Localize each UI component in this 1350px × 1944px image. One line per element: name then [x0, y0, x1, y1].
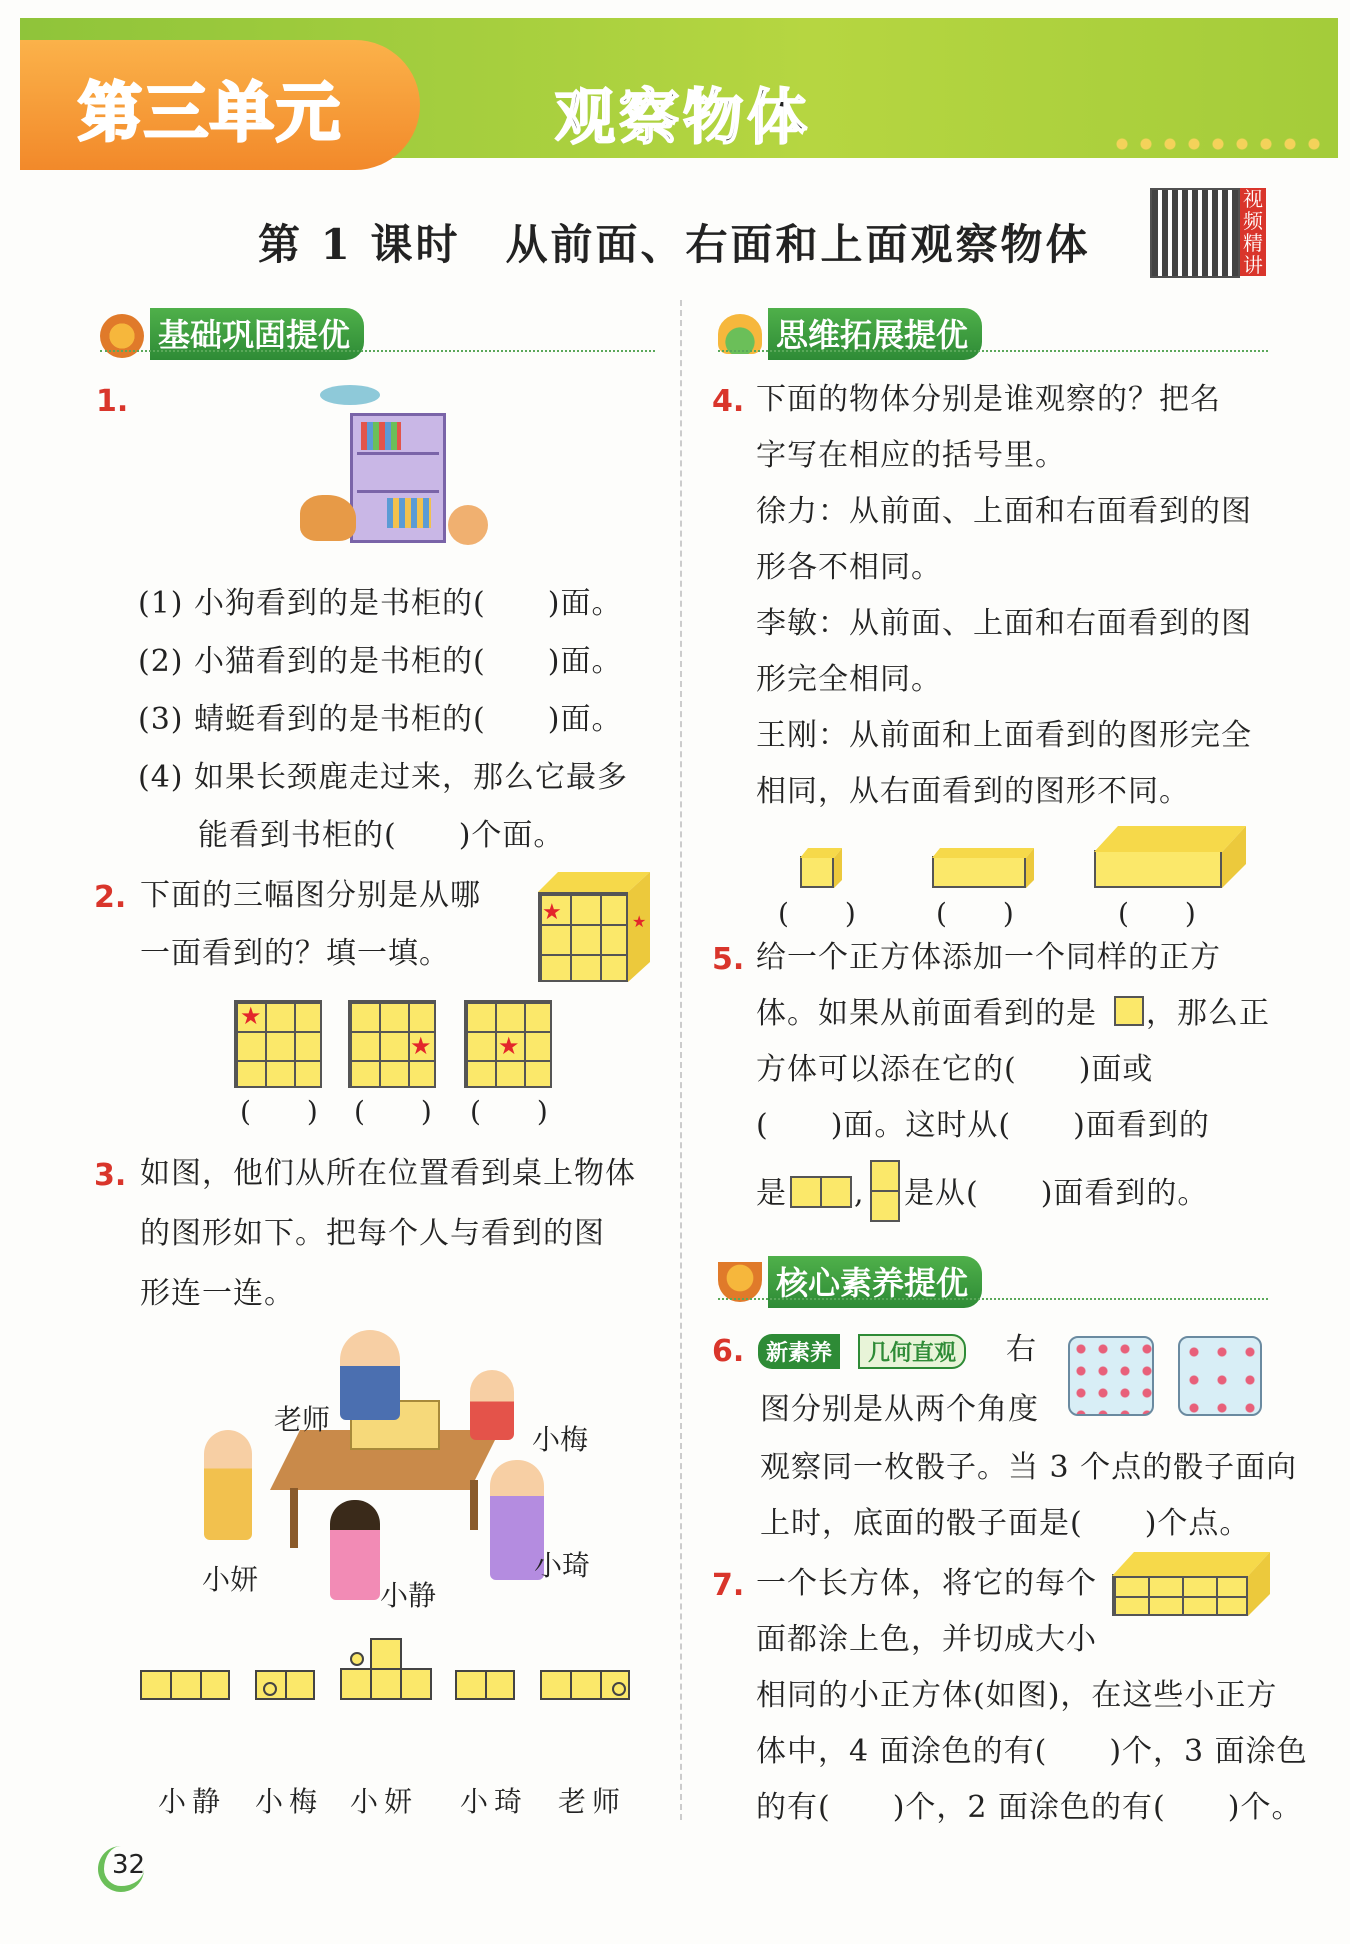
star-icon: ★ — [410, 1032, 432, 1060]
q4-number: 4. — [712, 384, 745, 419]
section-icon-trophy — [718, 1262, 762, 1302]
q4-line-3: 徐力：从前面、上面和右面看到的图 — [756, 494, 1252, 529]
q6-badge-geometry: 几何直观 — [858, 1334, 966, 1369]
q5-square — [1114, 996, 1144, 1026]
q7-line-4: 体中，4 面涂色的有( )个，3 面涂色 — [756, 1734, 1308, 1769]
q5-line-5b: 是从( )面看到的。 — [904, 1176, 1209, 1211]
star-icon: ★ — [240, 1002, 262, 1030]
q2-blank-3[interactable]: ( ) — [470, 1095, 548, 1128]
unit-title: 观察物体 — [555, 83, 811, 153]
section-icon-sprout — [718, 314, 762, 354]
view-shape-2[interactable] — [255, 1670, 315, 1700]
name-row-4: 小琦 — [460, 1785, 529, 1818]
q2-blank-1[interactable]: ( ) — [240, 1095, 318, 1128]
large-cuboid — [1094, 826, 1246, 888]
name-row-1: 小静 — [158, 1785, 227, 1818]
bookshelf-icon — [350, 413, 446, 543]
dice-view-2 — [1178, 1336, 1262, 1416]
q7-line-5: 的有( )个，2 面涂色的有( )个。 — [756, 1790, 1303, 1825]
q4-line-8: 相同，从右面看到的图形不同。 — [756, 774, 1190, 809]
dice-view-1 — [1068, 1336, 1154, 1416]
lesson-title: 第 1 课时 从前面、右面和上面观察物体 — [258, 220, 1091, 269]
q2-view-3 — [464, 1000, 552, 1088]
q4-blank-2[interactable]: ( ) — [936, 897, 1014, 930]
teacher-figure — [340, 1330, 400, 1420]
section-thinking-title: 思维拓展提优 — [768, 308, 982, 360]
qr-label: 视频精讲 — [1240, 188, 1266, 276]
q1-item-2: (2) 小猫看到的是书柜的( )面。 — [138, 644, 623, 679]
q1-number: 1. — [96, 384, 129, 419]
label-xiaoyan: 小妍 — [202, 1563, 259, 1596]
star-icon: ★ — [632, 912, 647, 931]
q6-badge-new: 新素养 — [758, 1334, 840, 1369]
q4-line-4: 形各不相同。 — [756, 550, 942, 585]
q3-line-1: 如图，他们从所在位置看到桌上物体 — [140, 1156, 636, 1191]
q3-line-2: 的图形如下。把每个人与看到的图 — [140, 1216, 605, 1251]
banner-dots — [1110, 138, 1330, 150]
label-xiaoqi: 小琦 — [534, 1549, 591, 1582]
qr-code[interactable] — [1150, 188, 1240, 278]
q2-line-1: 下面的三幅图分别是从哪 — [140, 878, 481, 913]
q5-horizontal-pair — [790, 1176, 852, 1208]
girl-jing-figure — [330, 1500, 380, 1600]
label-xiaojing: 小静 — [380, 1579, 437, 1612]
view-shape-4[interactable] — [455, 1670, 515, 1700]
q3-number: 3. — [94, 1158, 127, 1193]
q7-number: 7. — [712, 1568, 745, 1603]
column-divider — [680, 300, 682, 1820]
q4-line-2: 字写在相应的括号里。 — [756, 438, 1066, 473]
q4-line-6: 形完全相同。 — [756, 662, 942, 697]
girl-yan-figure — [204, 1430, 252, 1540]
star-icon: ★ — [498, 1032, 520, 1060]
q4-blank-3[interactable]: ( ) — [1118, 897, 1196, 930]
bookshelf-illustration — [300, 385, 500, 555]
section-thinking-line — [718, 350, 1268, 352]
q5-line-5a: 是 — [756, 1176, 787, 1211]
q1-item-1: (1) 小狗看到的是书柜的( )面。 — [138, 586, 623, 621]
q5-line-4: ( )面。这时从( )面看到的 — [756, 1108, 1210, 1143]
q5-line-2a: 体。如果从前面看到的是 — [756, 996, 1097, 1031]
section-core-title: 核心素养提优 — [768, 1256, 982, 1308]
q5-number: 5. — [712, 942, 745, 977]
q5-line-1: 给一个正方体添加一个同样的正方 — [756, 940, 1221, 975]
q5-line-3: 方体可以添在它的( )面或 — [756, 1052, 1154, 1087]
q4-line-5: 李敏：从前面、上面和右面看到的图 — [756, 606, 1252, 641]
q5-line-2b: ，那么正 — [1146, 996, 1270, 1031]
view-shape-5[interactable] — [540, 1670, 630, 1700]
q6-line-2: 图分别是从两个角度 — [760, 1392, 1039, 1427]
q1-item-3: (3) 蜻蜓看到的是书柜的( )面。 — [138, 702, 623, 737]
girl-mei-figure — [470, 1370, 514, 1440]
q5-vertical-pair — [870, 1160, 900, 1222]
section-core-line — [718, 1298, 1268, 1300]
q1-item-4-cont: 能看到书柜的( )个面。 — [198, 818, 565, 853]
q2-view-2 — [348, 1000, 436, 1088]
section-basic-title: 基础巩固提优 — [150, 308, 364, 360]
q2-number: 2. — [94, 880, 127, 915]
q2-blank-2[interactable]: ( ) — [354, 1095, 432, 1128]
q5-comma: , — [854, 1176, 865, 1211]
dragonfly-icon — [320, 385, 380, 405]
flat-cuboid — [932, 848, 1034, 888]
q1-item-4: (4) 如果长颈鹿走过来，那么它最多 — [138, 760, 629, 795]
label-xiaomei: 小梅 — [532, 1423, 589, 1456]
q6-number: 6. — [712, 1334, 745, 1369]
q2-view-1 — [234, 1000, 322, 1088]
q4-blank-1[interactable]: ( ) — [778, 897, 856, 930]
unit-label: 第三单元 — [78, 77, 342, 151]
cat-icon — [448, 505, 488, 545]
q7-line-3: 相同的小正方体(如图)，在这些小正方 — [756, 1678, 1278, 1713]
name-row-5: 老师 — [558, 1785, 627, 1818]
q6-line-1: 右 — [1006, 1332, 1037, 1367]
q7-line-1: 一个长方体，将它的每个 — [756, 1566, 1097, 1601]
small-cube — [800, 848, 842, 888]
q2-cube — [538, 872, 650, 982]
q2-line-2: 一面看到的？填一填。 — [140, 936, 450, 971]
dog-icon — [300, 495, 356, 541]
label-teacher: 老师 — [274, 1403, 331, 1436]
name-row-2: 小梅 — [255, 1785, 324, 1818]
page-number: 32 — [112, 1850, 146, 1880]
q7-cuboid — [1112, 1552, 1270, 1616]
q7-line-2: 面都涂上色，并切成大小 — [756, 1622, 1097, 1657]
q3-line-3: 形连一连。 — [140, 1276, 295, 1311]
q6-line-3: 观察同一枚骰子。当 3 个点的骰子面向 — [760, 1450, 1298, 1485]
name-row-3: 小妍 — [350, 1785, 419, 1818]
star-icon: ★ — [542, 900, 562, 925]
q6-line-4: 上时，底面的骰子面是( )个点。 — [760, 1506, 1251, 1541]
view-shape-3[interactable] — [340, 1638, 432, 1700]
view-shape-1[interactable] — [140, 1670, 230, 1700]
section-basic-line — [100, 350, 655, 352]
q4-line-7: 王刚：从前面和上面看到的图形完全 — [756, 718, 1252, 753]
q4-line-1: 下面的物体分别是谁观察的？把名 — [756, 382, 1221, 417]
